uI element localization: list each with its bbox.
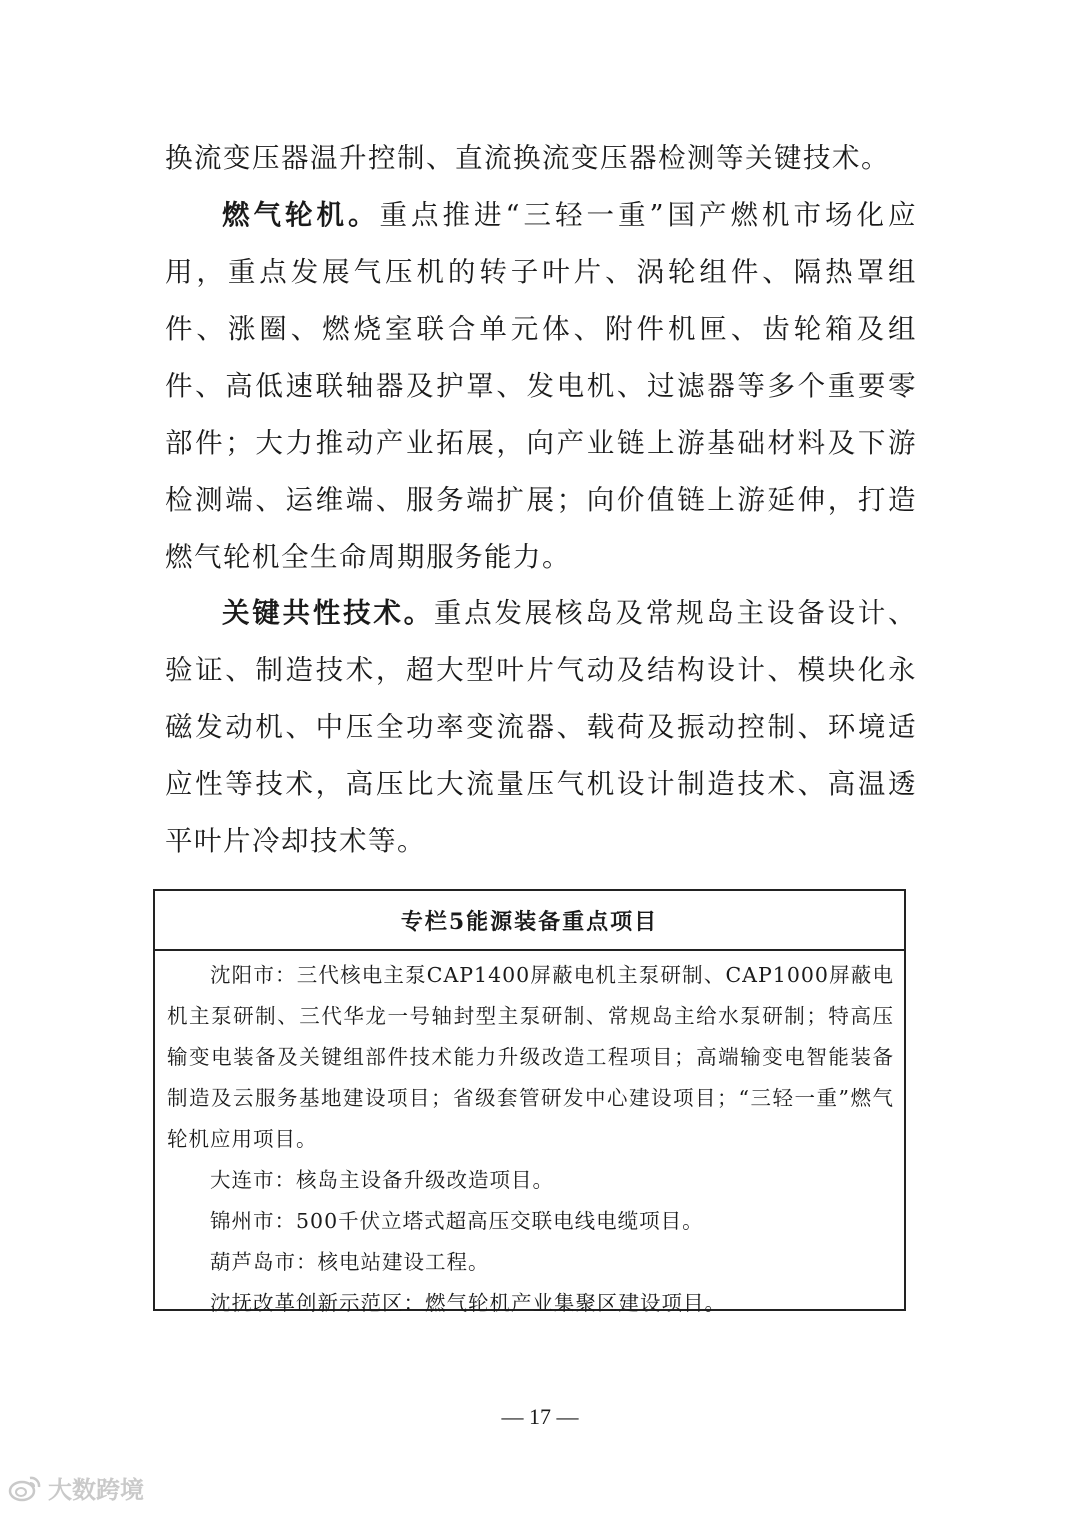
paragraph-gas-turbine bbox=[165, 187, 917, 586]
watermark bbox=[8, 1470, 144, 1505]
paragraph-text: 重点推进“三轻一重”国产燃机市场化应用，重点发展气压机的转子叶片、涡轮组件、隔热罩组件、涨圈、燃烧室联合单元体、附件机匣、齿轮箱及组件、高低速联轴器及护罩、发电机、过滤器等多个重要零部件；大力推动产业拓展，向产业链上游基础材料及下游检测端、运维端、服务端扩展；向价值链上游延伸，打造燃气轮机全生命周期服务能力。 bbox=[165, 199, 918, 573]
project-entry: 锦州市：500千伏立塔式超高压交联电线电缆项目。 bbox=[210, 1209, 704, 1233]
column-box-title: 专栏5能源装备重点项目 bbox=[155, 891, 904, 951]
weibo-icon bbox=[8, 1474, 42, 1502]
column-box bbox=[153, 889, 906, 1315]
project-entry: 葫芦岛市：核电站建设工程。 bbox=[210, 1250, 490, 1274]
paragraph-key-technology bbox=[165, 585, 917, 870]
project-entry: 大连市：核岛主设备升级改造项目。 bbox=[210, 1168, 554, 1192]
paragraph-lead: 关键共性技术。 bbox=[222, 597, 434, 629]
page-number: — 17 — bbox=[501, 1404, 579, 1429]
column-box-body bbox=[155, 951, 904, 1324]
paragraph-text: 换流变压器温升控制、直流换流变压器检测等关键技术。 bbox=[165, 142, 890, 174]
paragraph-lead: 燃气轮机。 bbox=[222, 199, 380, 231]
paragraph-continuation bbox=[165, 130, 917, 187]
paragraph-text: 重点发展核岛及常规岛主设备设计、验证、制造技术，超大型叶片气动及结构设计、模块化永磁发动机、中压全功率变流器、载荷及振动控制、环境适应性等技术，高压比大流量压气机设计制造技术、高温透平叶片冷却技术等。 bbox=[165, 597, 918, 857]
project-entry: 沈阳市：三代核电主泵CAP1400屏蔽电机主泵研制、CAP1000屏蔽电机主泵研制、三代华龙一号轴封型主泵研制、常规岛主给水泵研制；特高压输变电装备及关键组部件技术能力升级改造工程项目；高端输变电智能装备制造及云服务基地建设项目；省级套管研发中心建设项目；“三轻一重”燃气轮机应用项目。 bbox=[167, 963, 894, 1151]
project-entry: 沈抚改革创新示范区：燃气轮机产业集聚区建设项目。 bbox=[210, 1291, 726, 1315]
watermark-text: 大数跨境 bbox=[48, 1476, 144, 1504]
